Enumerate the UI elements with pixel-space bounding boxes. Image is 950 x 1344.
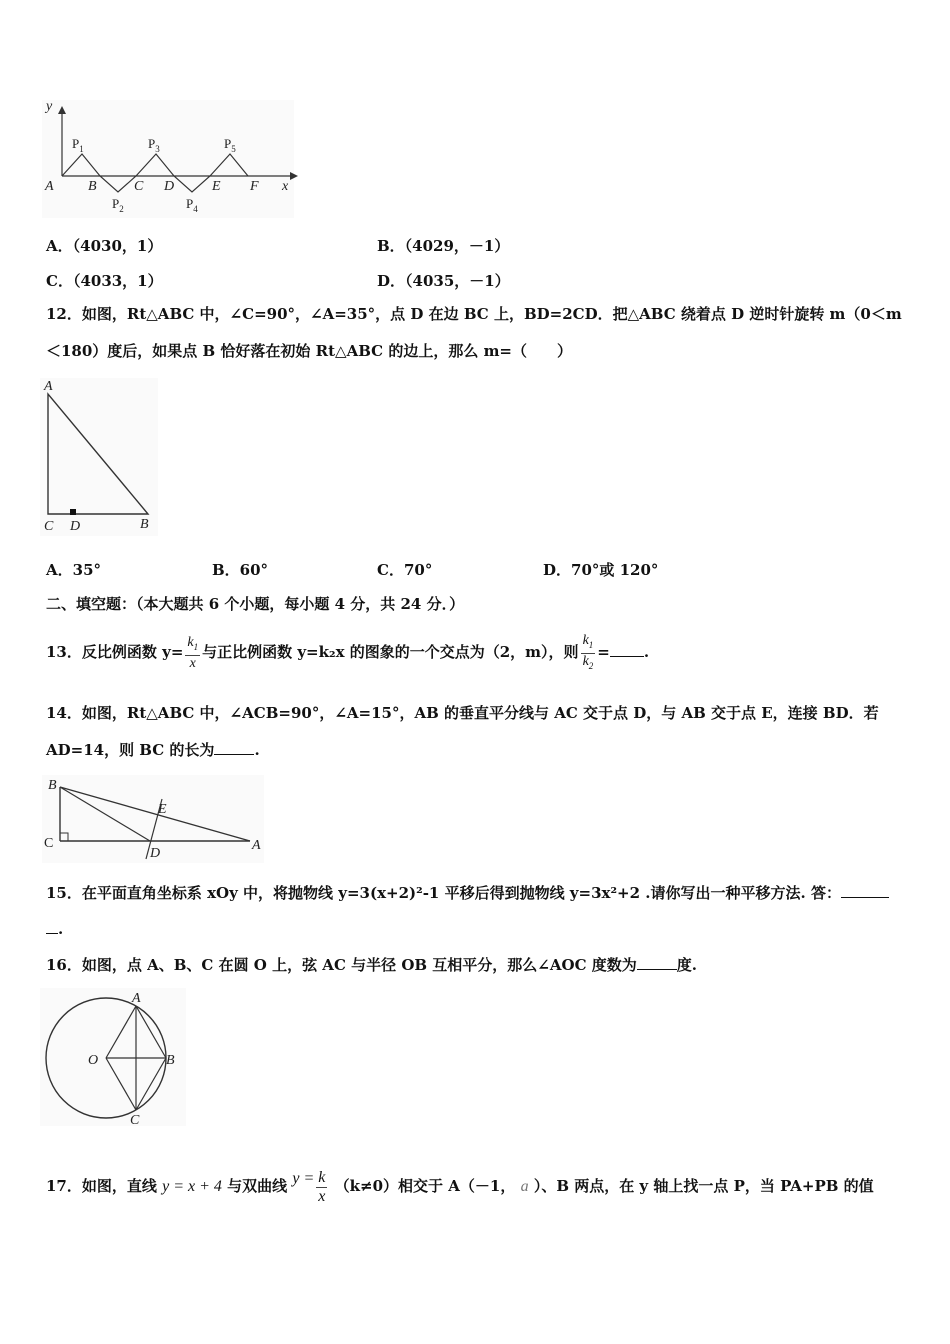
q17-part1: 17．如图，直线 [46,1177,157,1195]
q15-end: . [58,920,64,938]
q11-option-b: B．（4029，－1） [377,237,510,255]
point-D-label: D [150,846,161,861]
frac-numerator: k [318,1168,326,1186]
frac2-denominator-sub: 2 [588,660,594,671]
q17-part3: （k≠0）相交于 A（－1， [334,1177,516,1195]
q15-line1-wrap [46,883,889,903]
q14-line1: 14．如图，Rt△ABC 中，∠ACB=90°，∠A=15°，AB 的垂直平分线与 AC 交于点 D，与 AB 交于点 E，连接 BD．若 [46,704,879,722]
q12-option-d: D．70°或 120° [543,561,659,579]
point-A-label: A [132,991,141,1006]
figure-background [42,100,294,218]
point-D-label: D [70,519,81,534]
point-C-label: C [134,179,144,194]
vertex-C-label: C [44,519,54,534]
y-label: y [46,99,53,114]
point-F-label: F [250,179,259,194]
q13-line [46,622,649,682]
q17-hyperbola-lhs: y = [292,1170,315,1187]
q17-part4: ）、B 两点，在 y 轴上找一点 P，当 PA+PB 的值 [533,1177,874,1195]
frac1-denominator: x [189,655,196,671]
point-P5-label: $P_5$ [224,136,236,154]
q13-part2: 与正比例函数 y=k₂x 的图象的一个交点为（2，m），则 [202,643,579,661]
q12-option-b: B．60° [212,561,269,579]
point-A-label: A [45,179,54,194]
q16-answer-blank[interactable] [637,955,677,970]
q11-figure [42,100,302,220]
point-P3-label: $P_3$ [148,136,160,154]
frac-denominator: x [318,1187,326,1205]
point-D-label: D [164,179,175,194]
q15-answer-blank-2[interactable] [46,919,58,934]
q17-fraction-k-over-x [316,1169,327,1206]
q12-option-a: A．35° [46,561,102,579]
q15-line1: 15．在平面直角坐标系 xOy 中，将抛物线 y=3(x+2)²-1 平移后得到抛物线 y=3x²+2 .请你写出一种平移方法. 答： [46,884,841,902]
vertex-C-label: C [44,836,54,851]
frac1-numerator-sub: 1 [193,641,199,652]
q16-line1-wrap [46,955,697,975]
point-E-label: E [212,179,221,194]
q17-line-equation: y = x + 4 [162,1178,222,1195]
frac2-numerator: k [582,632,589,648]
figure-background [40,988,186,1126]
point-P2-label: $P_2$ [112,196,124,214]
point-B-label: B [166,1053,175,1068]
q12-line2: ＜180）度后，如果点 B 恰好落在初始 Rt△ABC 的边上，那么 m=（ ） [46,342,573,360]
point-B-label: B [88,179,97,194]
q11-option-c: C．（4033，1） [46,272,163,290]
section2-heading: 二、填空题：（本大题共 6 个小题，每小题 4 分，共 24 分．） [46,595,465,613]
q14-answer-blank[interactable] [214,740,254,755]
q15-line2-wrap [46,919,63,939]
q13-fraction-k1-over-x [185,635,200,671]
q12-figure [40,378,160,538]
center-O-label: O [88,1053,99,1068]
q15-answer-blank-1[interactable] [841,883,889,898]
q12-line1: 12．如图，Rt△ABC 中，∠C=90°，∠A=35°，点 D 在边 BC 上，BD=2CD．把△ABC 绕着点 D 逆时针旋转 m（0＜m [46,305,902,323]
q16-figure [40,988,190,1128]
q13-end: . [643,643,650,661]
vertex-A-label: A [252,838,261,853]
q14-figure [42,775,267,865]
frac1-numerator: k [187,635,194,651]
point-P1-label: $P_1$ [72,136,84,154]
q11-option-d: D．（4035，－1） [377,272,510,290]
x-label: x [282,179,289,194]
point-E-label: E [158,802,167,817]
point-d-marker [70,509,76,515]
q16-line1-b: 度. [676,956,697,974]
q14-line2-wrap [46,740,260,760]
q14-line2: AD=14，则 BC 的长为 [46,741,215,759]
q14-end: . [254,741,260,759]
frac2-numerator-sub: 1 [588,639,594,650]
vertex-B-label: B [140,517,149,532]
q17-line [46,1148,874,1210]
q12-option-c: C．70° [377,561,433,579]
vertex-B-label: B [48,778,57,793]
q16-line1-a: 16．如图，点 A、B、C 在圆 O 上，弦 AC 与半径 OB 互相平分，那么∠AOC 度数为 [46,956,637,974]
point-P4-label: $P_4$ [186,196,198,214]
q13-answer-blank[interactable] [610,642,644,657]
vertex-A-label: A [44,379,53,394]
q11-option-a: A．（4030，1） [46,237,163,255]
figure-background [40,378,158,536]
q13-part3: = [597,643,610,661]
q13-fraction-k1-over-k2 [581,633,596,674]
point-C-label: C [130,1113,140,1128]
q17-part2: 与双曲线 [227,1177,288,1195]
q17-var-a: a [520,1178,529,1195]
q13-part1: 13．反比例函数 y= [46,643,184,661]
frac2-denominator: k [582,653,589,669]
